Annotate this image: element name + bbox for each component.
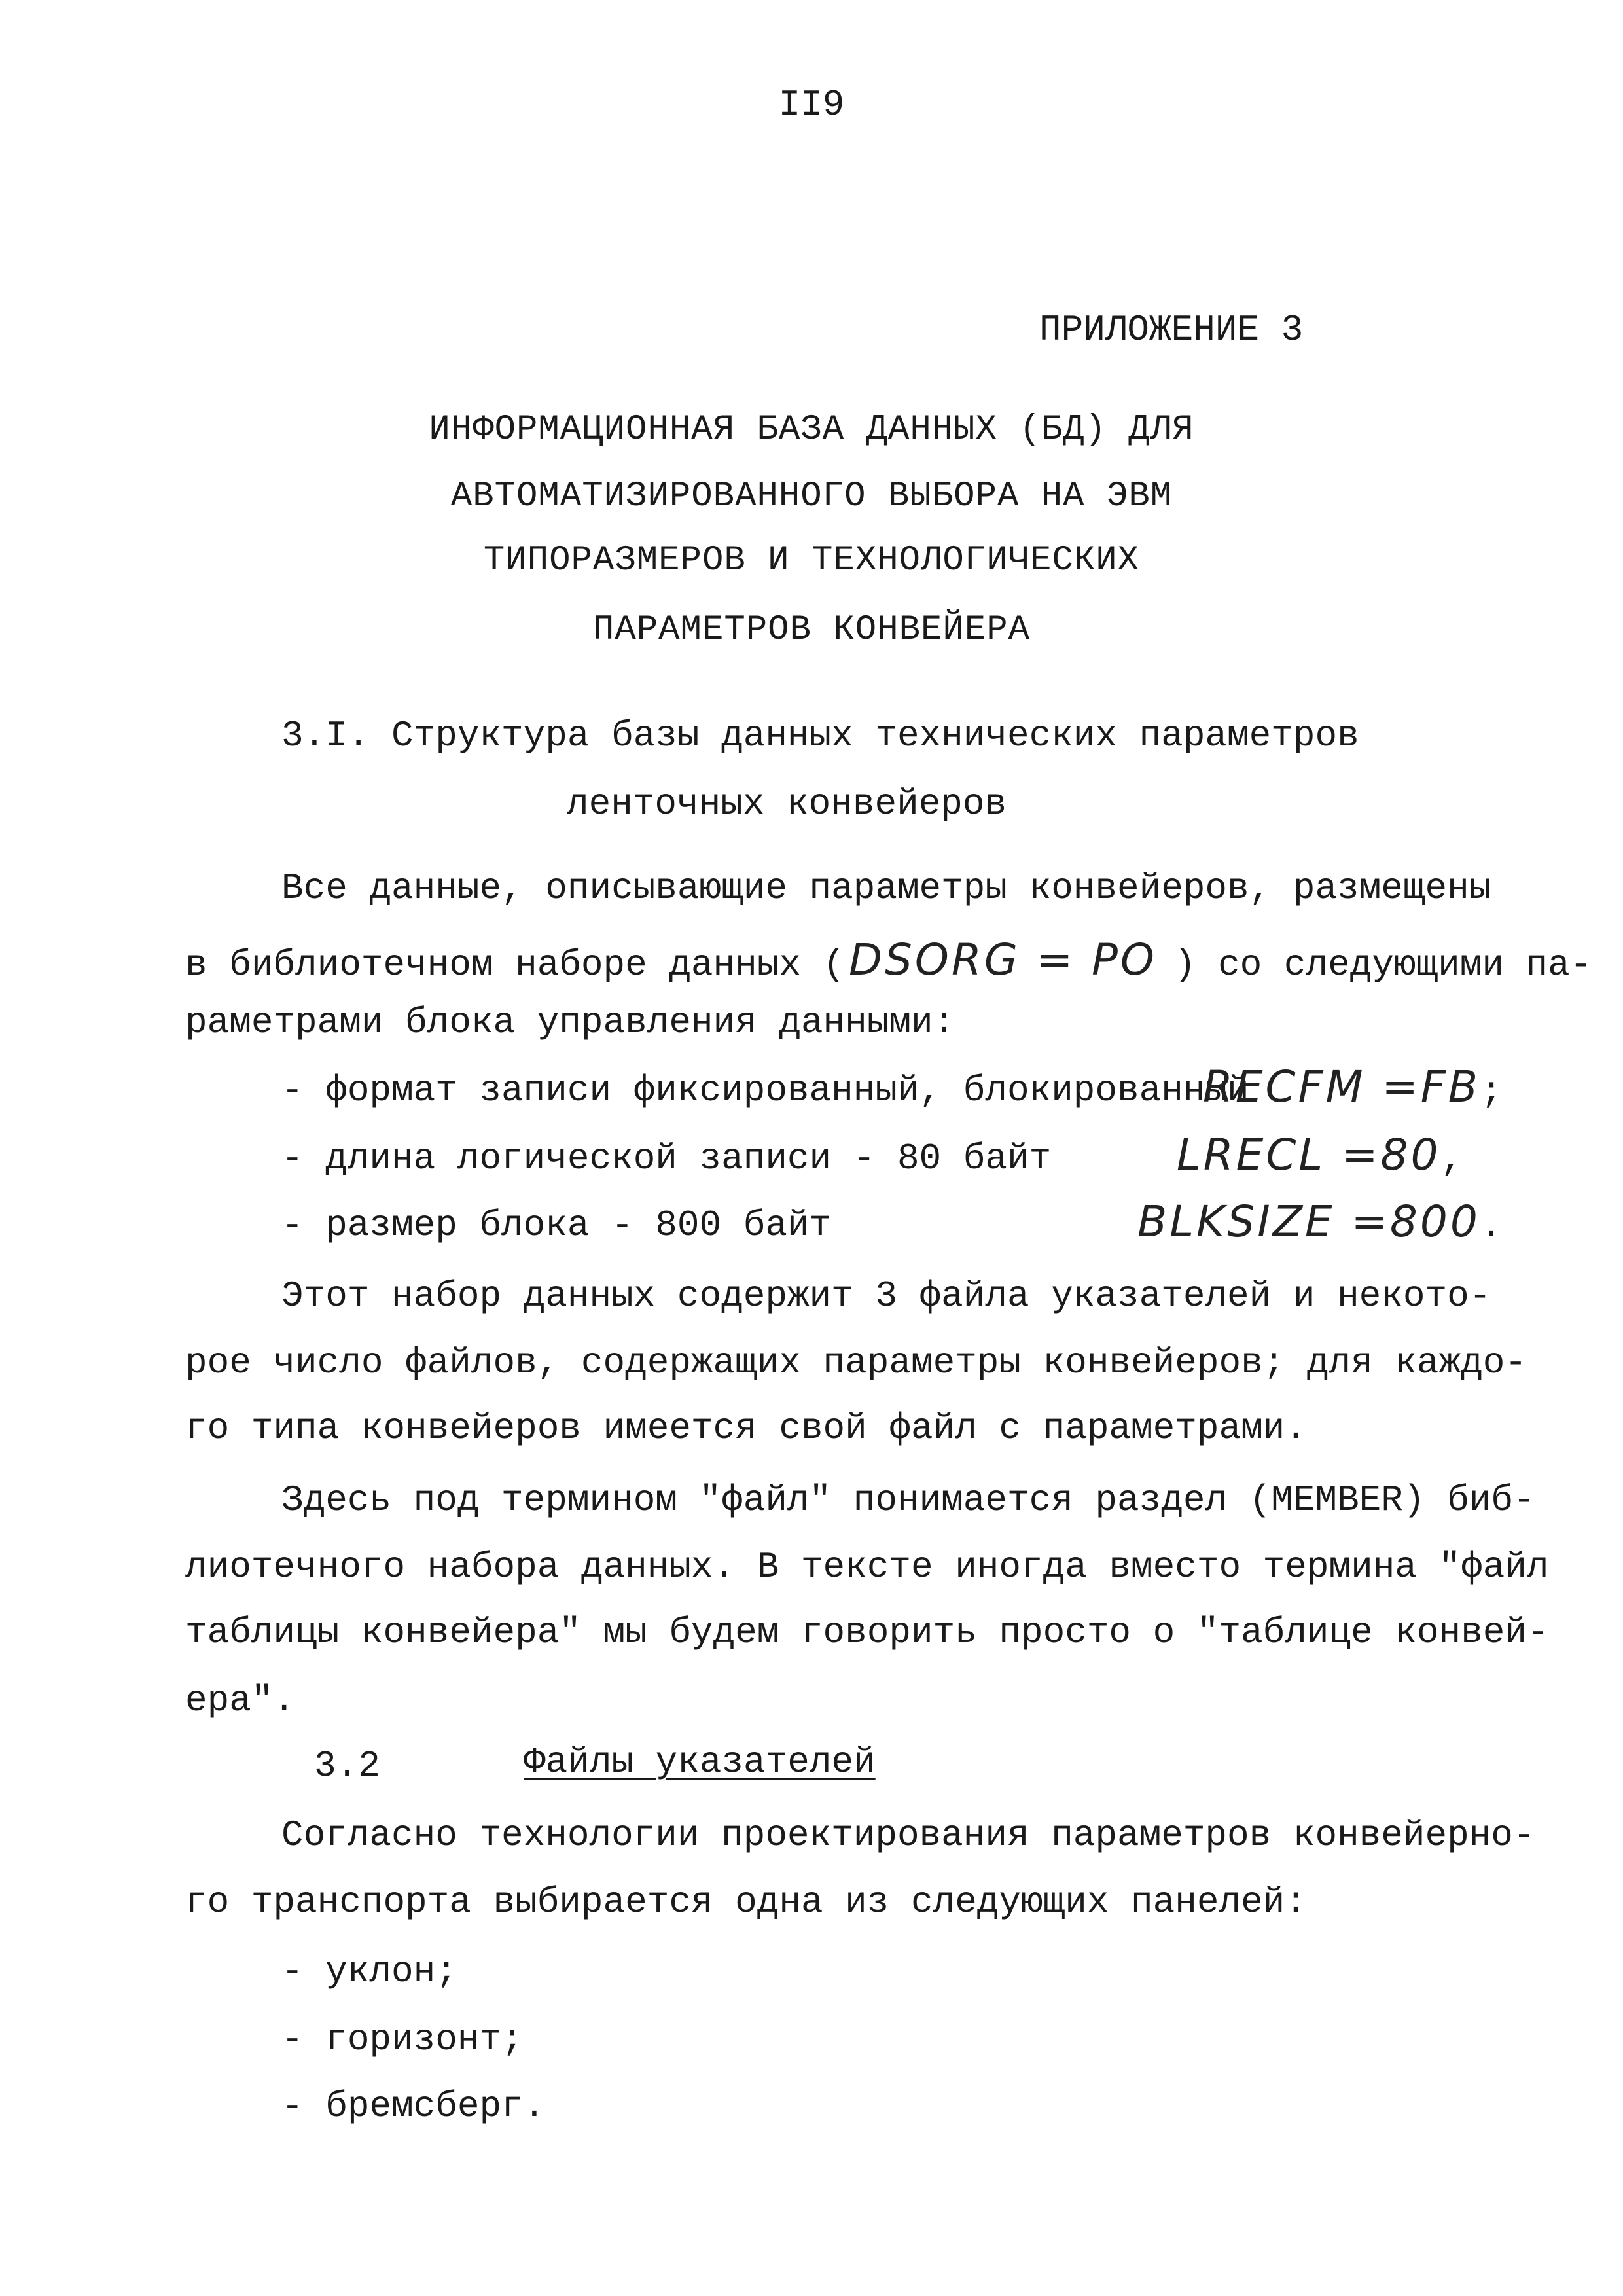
paragraph-line: лиотечного набора данных. В тексте иногда вместо термина "файл	[185, 1546, 1549, 1588]
paragraph-line: Все данные, описывающие параметры конвейеров, размещены	[281, 867, 1491, 909]
paragraph-line: Этот набор данных содержит 3 файла указателей и некото-	[281, 1275, 1491, 1317]
code-lrecl: LRECL =80	[1177, 1130, 1441, 1180]
title-line: ПАРАМЕТРОВ КОНВЕЙЕРА	[592, 610, 1031, 650]
code-blksize: BLKSIZE =800	[1137, 1196, 1480, 1247]
code-recfm: RECFM =FB	[1203, 1062, 1481, 1112]
param-text: - формат записи фиксированный, блокированный	[281, 1069, 1249, 1111]
param-suffix: ;	[1480, 1071, 1503, 1113]
paragraph-text: в библиотечном наборе данных (	[185, 944, 846, 986]
paragraph-text: ) со следующими па-	[1173, 944, 1592, 986]
page-number: II9	[778, 84, 845, 126]
paragraph-line: раметрами блока управления данными:	[185, 1001, 955, 1043]
param-code	[1137, 1196, 1502, 1247]
paragraph-line: ера".	[185, 1679, 296, 1721]
param-code	[1203, 1062, 1503, 1113]
param-text: - длина логической записи - 80 байт	[281, 1138, 1052, 1179]
list-item: - уклон;	[281, 1950, 457, 1992]
param-text: - размер блока - 800 байт	[281, 1204, 832, 1246]
param-suffix: .	[1480, 1206, 1503, 1247]
param-code	[1177, 1130, 1463, 1181]
paragraph-line: рое число файлов, содержащих параметры конвейеров; для каждо-	[185, 1342, 1527, 1384]
title-line: ИНФОРМАЦИОННАЯ БАЗА ДАННЫХ (БД) ДЛЯ	[429, 410, 1194, 450]
section-title-3-2: Файлы указателей	[524, 1741, 876, 1783]
paragraph-line: Согласно технологии проектирования параметров конвейерно-	[281, 1814, 1535, 1856]
list-item: - горизонт;	[281, 2018, 524, 2060]
section-number-3-2: 3.2	[314, 1745, 380, 1787]
paragraph-line: таблицы конвейера" мы будем говорить просто о "таблице конвей-	[185, 1611, 1549, 1653]
appendix-label: ПРИЛОЖЕНИЕ 3	[1039, 309, 1304, 351]
code-dsorg: DSORG = PO	[849, 935, 1157, 985]
section-heading-3-1: 3.I. Структура базы данных технических параметров	[281, 715, 1359, 757]
list-item: - бремсберг.	[281, 2085, 546, 2127]
title-line: АВТОМАТИЗИРОВАННОГО ВЫБОРА НА ЭВМ	[450, 476, 1173, 516]
paragraph-line: Здесь под термином "файл" понимается раздел (MEMBER) биб-	[281, 1479, 1535, 1521]
param-suffix: ,	[1440, 1139, 1463, 1181]
paragraph-line: го транспорта выбирается одна из следующих панелей:	[185, 1881, 1307, 1923]
paragraph-line	[185, 935, 1592, 986]
title-line: ТИПОРАЗМЕРОВ И ТЕХНОЛОГИЧЕСКИХ	[483, 541, 1140, 581]
section-heading-3-1-cont: ленточных конвейеров	[567, 783, 1007, 825]
paragraph-line: го типа конвейеров имеется свой файл с параметрами.	[185, 1407, 1307, 1449]
